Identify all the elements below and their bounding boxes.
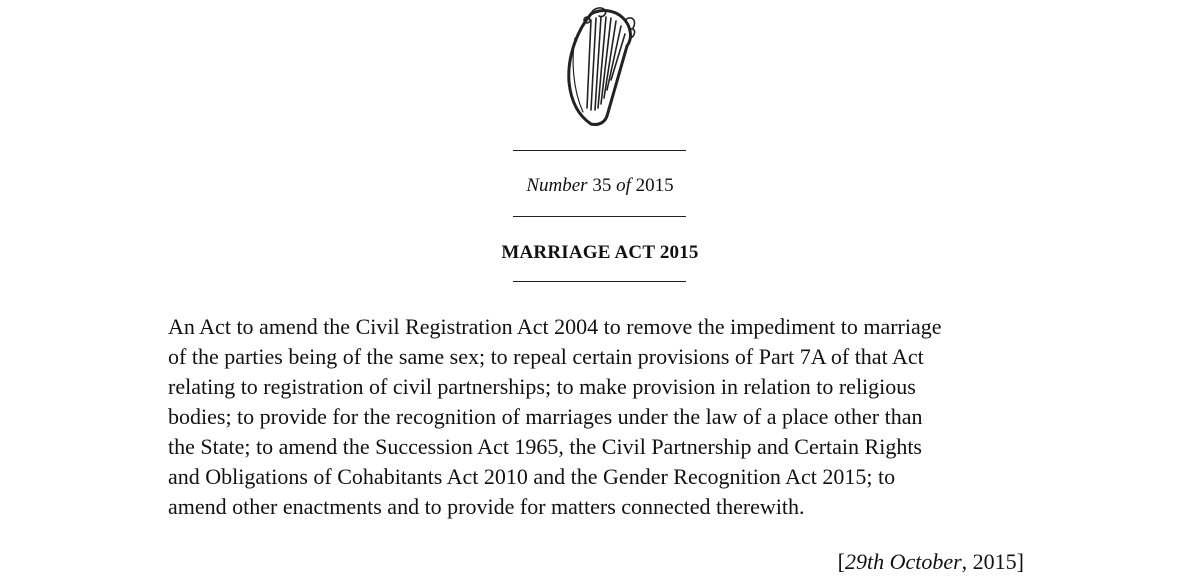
long-title-line: of the parties being of the same sex; to repeal certain provisions of Part 7A of that Act <box>168 344 924 369</box>
number-of: of <box>616 175 631 196</box>
number-word: Number <box>526 175 588 196</box>
number-year: 2015 <box>635 175 674 196</box>
number-value: 35 <box>592 175 612 196</box>
date-year: 2015 <box>972 549 1017 574</box>
long-title-line: relating to registration of civil partnerships; to make provision in relation to religious <box>168 374 916 399</box>
long-title-line: and Obligations of Cohabitants Act 2010 and the Gender Recognition Act 2015; to <box>168 464 896 489</box>
long-title <box>168 312 1068 522</box>
date-separator: , <box>961 549 973 574</box>
bottom-rule <box>513 281 686 282</box>
top-rule <box>513 150 686 151</box>
act-number <box>0 173 1200 199</box>
middle-rule <box>513 216 686 217</box>
long-title-line: bodies; to provide for the recognition of marriages under the law of a place other than <box>168 404 923 429</box>
long-title-line: the State; to amend the Succession Act 1965, the Civil Partnership and Certain Rights <box>168 434 922 459</box>
act-title: MARRIAGE ACT 2015 <box>501 242 699 263</box>
date-close-bracket: ] <box>1016 549 1024 574</box>
long-title-line: An Act to amend the Civil Registration Act 2004 to remove the impediment to marriage <box>168 314 942 339</box>
enactment-date <box>838 547 1024 577</box>
long-title-line: amend other enactments and to provide for matters connected therewith. <box>168 494 805 519</box>
date-open-bracket: [ <box>837 549 845 574</box>
harp-icon <box>561 4 639 128</box>
date-day: 29th October <box>844 549 962 574</box>
